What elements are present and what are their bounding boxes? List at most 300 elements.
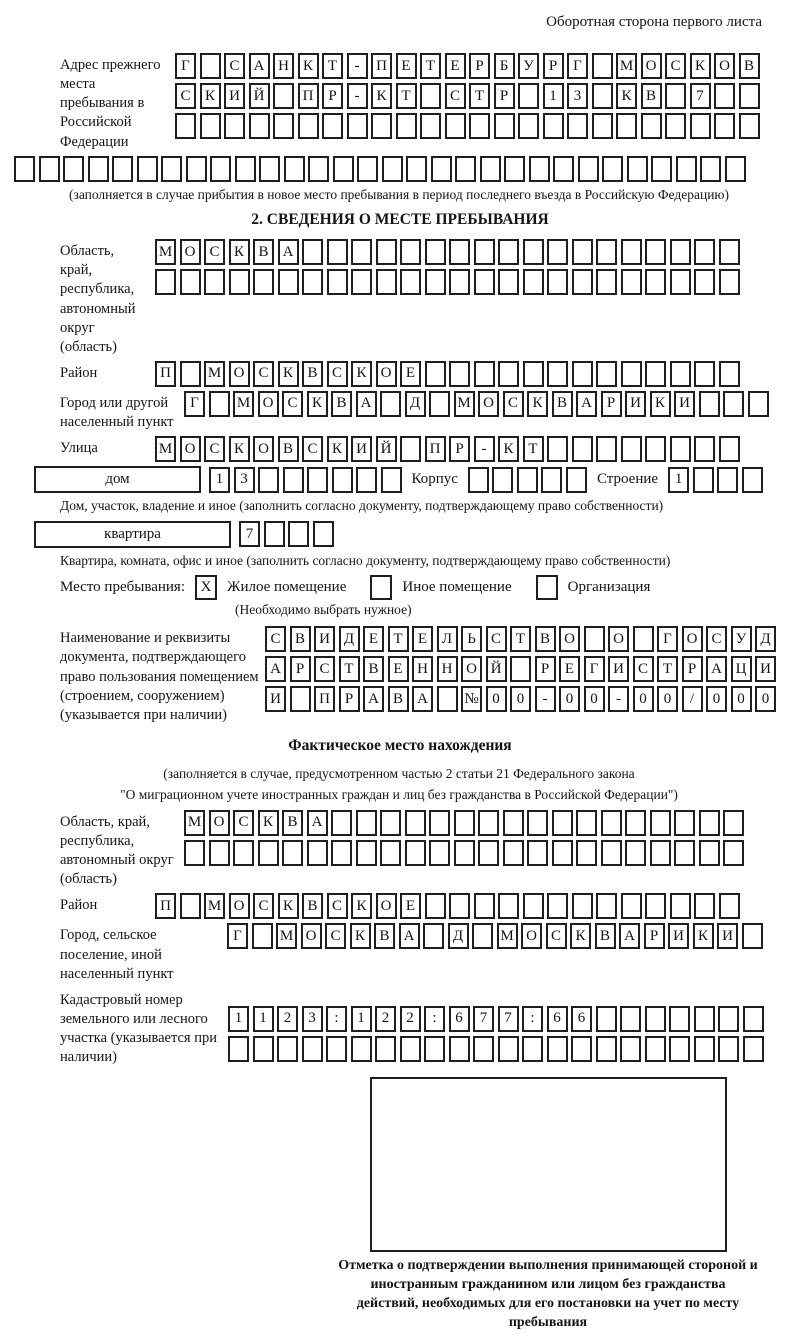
char-box[interactable]: К: [351, 893, 372, 919]
char-box[interactable]: -: [608, 686, 629, 712]
char-box[interactable]: [739, 113, 760, 139]
char-box[interactable]: [651, 156, 672, 182]
char-box[interactable]: П: [314, 686, 335, 712]
char-box[interactable]: [572, 893, 593, 919]
char-box[interactable]: [670, 361, 691, 387]
char-box[interactable]: Т: [388, 626, 409, 652]
char-box[interactable]: [228, 1036, 249, 1062]
char-box[interactable]: 0: [584, 686, 605, 712]
char-box[interactable]: [621, 361, 642, 387]
char-box[interactable]: [258, 467, 279, 493]
char-box[interactable]: И: [674, 391, 695, 417]
char-box[interactable]: П: [155, 893, 176, 919]
char-box[interactable]: А: [706, 656, 727, 682]
char-box[interactable]: О: [229, 361, 250, 387]
char-box[interactable]: [284, 156, 305, 182]
char-box[interactable]: В: [363, 656, 384, 682]
char-box[interactable]: /: [682, 686, 703, 712]
char-box[interactable]: Г: [584, 656, 605, 682]
char-box[interactable]: [273, 83, 294, 109]
char-box[interactable]: [396, 113, 417, 139]
char-box[interactable]: А: [249, 53, 270, 79]
char-box[interactable]: В: [302, 893, 323, 919]
char-box[interactable]: Д: [755, 626, 776, 652]
char-box[interactable]: Е: [400, 893, 421, 919]
char-box[interactable]: [474, 893, 495, 919]
char-box[interactable]: К: [200, 83, 221, 109]
char-box[interactable]: [473, 1036, 494, 1062]
char-box[interactable]: 0: [486, 686, 507, 712]
char-box[interactable]: [39, 156, 60, 182]
char-box[interactable]: С: [445, 83, 466, 109]
char-box[interactable]: [641, 113, 662, 139]
char-box[interactable]: [233, 840, 254, 866]
char-box[interactable]: [252, 923, 273, 949]
char-box[interactable]: 1: [253, 1006, 274, 1032]
char-box[interactable]: [700, 156, 721, 182]
char-box[interactable]: [694, 893, 715, 919]
char-box[interactable]: М: [184, 810, 205, 836]
char-box[interactable]: С: [314, 656, 335, 682]
char-box[interactable]: П: [425, 436, 446, 462]
char-box[interactable]: Е: [388, 656, 409, 682]
char-box[interactable]: [572, 269, 593, 295]
char-box[interactable]: [186, 156, 207, 182]
char-box[interactable]: [474, 269, 495, 295]
char-box[interactable]: [584, 626, 605, 652]
char-box[interactable]: [650, 840, 671, 866]
char-box[interactable]: [494, 113, 515, 139]
char-box[interactable]: Е: [363, 626, 384, 652]
char-box[interactable]: К: [616, 83, 637, 109]
char-box[interactable]: [405, 840, 426, 866]
char-box[interactable]: Т: [339, 656, 360, 682]
char-box[interactable]: [547, 269, 568, 295]
char-box[interactable]: [592, 83, 613, 109]
char-box[interactable]: 6: [449, 1006, 470, 1032]
char-box[interactable]: [333, 156, 354, 182]
char-box[interactable]: [693, 467, 714, 493]
char-box[interactable]: О: [461, 656, 482, 682]
char-box[interactable]: [621, 239, 642, 265]
char-box[interactable]: [620, 1036, 641, 1062]
char-box[interactable]: [235, 156, 256, 182]
char-box[interactable]: Н: [273, 53, 294, 79]
char-box[interactable]: [504, 156, 525, 182]
char-box[interactable]: И: [625, 391, 646, 417]
char-box[interactable]: [572, 436, 593, 462]
char-box[interactable]: О: [229, 893, 250, 919]
char-box[interactable]: С: [486, 626, 507, 652]
char-box[interactable]: С: [325, 923, 346, 949]
char-box[interactable]: Р: [469, 53, 490, 79]
char-box[interactable]: [351, 269, 372, 295]
char-box[interactable]: С: [204, 239, 225, 265]
char-box[interactable]: Т: [420, 53, 441, 79]
char-box[interactable]: [543, 113, 564, 139]
char-box[interactable]: [229, 269, 250, 295]
char-box[interactable]: 0: [657, 686, 678, 712]
char-box[interactable]: Е: [559, 656, 580, 682]
char-box[interactable]: [510, 656, 531, 682]
char-box[interactable]: [376, 239, 397, 265]
char-box[interactable]: [670, 893, 691, 919]
char-box[interactable]: [282, 840, 303, 866]
char-box[interactable]: 0: [510, 686, 531, 712]
char-box[interactable]: Р: [682, 656, 703, 682]
char-box[interactable]: [669, 1006, 690, 1032]
char-box[interactable]: [719, 436, 740, 462]
char-box[interactable]: Р: [644, 923, 665, 949]
char-box[interactable]: [625, 810, 646, 836]
char-box[interactable]: Й: [376, 436, 397, 462]
char-box[interactable]: [620, 1006, 641, 1032]
char-box[interactable]: [425, 893, 446, 919]
char-box[interactable]: Н: [437, 656, 458, 682]
char-box[interactable]: [449, 239, 470, 265]
char-box[interactable]: [596, 1006, 617, 1032]
char-box[interactable]: [400, 239, 421, 265]
char-box[interactable]: С: [665, 53, 686, 79]
char-box[interactable]: [480, 156, 501, 182]
char-box[interactable]: Й: [249, 83, 270, 109]
char-box[interactable]: К: [690, 53, 711, 79]
char-box[interactable]: Й: [486, 656, 507, 682]
char-box[interactable]: [527, 840, 548, 866]
char-box[interactable]: С: [546, 923, 567, 949]
char-box[interactable]: [356, 467, 377, 493]
char-box[interactable]: В: [535, 626, 556, 652]
char-box[interactable]: [331, 840, 352, 866]
char-box[interactable]: 2: [400, 1006, 421, 1032]
char-box[interactable]: [522, 1036, 543, 1062]
char-box[interactable]: [714, 83, 735, 109]
char-box[interactable]: К: [650, 391, 671, 417]
char-box[interactable]: [670, 239, 691, 265]
char-box[interactable]: [625, 840, 646, 866]
char-box[interactable]: [400, 436, 421, 462]
char-box[interactable]: 3: [302, 1006, 323, 1032]
char-box[interactable]: Е: [396, 53, 417, 79]
char-box[interactable]: [645, 269, 666, 295]
char-box[interactable]: С: [253, 361, 274, 387]
char-box[interactable]: -: [347, 53, 368, 79]
char-box[interactable]: [264, 521, 285, 547]
char-box[interactable]: [429, 391, 450, 417]
char-box[interactable]: [88, 156, 109, 182]
char-box[interactable]: А: [619, 923, 640, 949]
char-box[interactable]: М: [233, 391, 254, 417]
char-box[interactable]: [694, 361, 715, 387]
char-box[interactable]: [332, 467, 353, 493]
char-box[interactable]: М: [204, 893, 225, 919]
char-box[interactable]: К: [307, 391, 328, 417]
char-box[interactable]: [137, 156, 158, 182]
char-box[interactable]: [449, 269, 470, 295]
char-box[interactable]: [14, 156, 35, 182]
char-box[interactable]: [578, 156, 599, 182]
char-box[interactable]: В: [374, 923, 395, 949]
char-box[interactable]: [376, 269, 397, 295]
char-box[interactable]: [347, 113, 368, 139]
char-box[interactable]: 7: [498, 1006, 519, 1032]
char-box[interactable]: [723, 391, 744, 417]
char-box[interactable]: В: [552, 391, 573, 417]
char-box[interactable]: И: [717, 923, 738, 949]
char-box[interactable]: 1: [228, 1006, 249, 1032]
char-box[interactable]: М: [497, 923, 518, 949]
char-box[interactable]: [748, 391, 769, 417]
char-box[interactable]: [313, 521, 334, 547]
char-box[interactable]: О: [209, 810, 230, 836]
char-box[interactable]: [690, 113, 711, 139]
char-box[interactable]: 3: [567, 83, 588, 109]
char-box[interactable]: [468, 467, 489, 493]
char-box[interactable]: С: [282, 391, 303, 417]
char-box[interactable]: А: [412, 686, 433, 712]
char-box[interactable]: [307, 840, 328, 866]
char-box[interactable]: К: [278, 893, 299, 919]
char-box[interactable]: [743, 1036, 764, 1062]
char-box[interactable]: [322, 113, 343, 139]
char-box[interactable]: Е: [412, 626, 433, 652]
char-box[interactable]: 1: [351, 1006, 372, 1032]
char-box[interactable]: [621, 436, 642, 462]
char-box[interactable]: О: [641, 53, 662, 79]
char-box[interactable]: [518, 113, 539, 139]
char-box[interactable]: [596, 361, 617, 387]
char-box[interactable]: [596, 893, 617, 919]
char-box[interactable]: М: [155, 239, 176, 265]
char-box[interactable]: [200, 53, 221, 79]
char-box[interactable]: [382, 156, 403, 182]
char-box[interactable]: Г: [175, 53, 196, 79]
char-box[interactable]: О: [180, 239, 201, 265]
char-box[interactable]: Д: [448, 923, 469, 949]
char-box[interactable]: С: [265, 626, 286, 652]
char-box[interactable]: [718, 1036, 739, 1062]
char-box[interactable]: В: [641, 83, 662, 109]
char-box[interactable]: [253, 269, 274, 295]
char-box[interactable]: 1: [209, 467, 230, 493]
char-box[interactable]: [552, 810, 573, 836]
char-box[interactable]: [380, 391, 401, 417]
char-box[interactable]: Р: [494, 83, 515, 109]
char-box[interactable]: [645, 361, 666, 387]
char-box[interactable]: [596, 1036, 617, 1062]
char-box[interactable]: [670, 269, 691, 295]
char-box[interactable]: [290, 686, 311, 712]
char-box[interactable]: [601, 840, 622, 866]
char-box[interactable]: [694, 1006, 715, 1032]
char-box[interactable]: [425, 239, 446, 265]
char-box[interactable]: Т: [469, 83, 490, 109]
char-box[interactable]: [474, 239, 495, 265]
char-box[interactable]: 1: [668, 467, 689, 493]
char-box[interactable]: [694, 436, 715, 462]
char-box[interactable]: [616, 113, 637, 139]
char-box[interactable]: М: [454, 391, 475, 417]
char-box[interactable]: 0: [731, 686, 752, 712]
char-box[interactable]: К: [527, 391, 548, 417]
char-box[interactable]: :: [424, 1006, 445, 1032]
char-box[interactable]: [694, 269, 715, 295]
char-box[interactable]: [541, 467, 562, 493]
char-box[interactable]: [331, 810, 352, 836]
char-box[interactable]: [571, 1036, 592, 1062]
char-box[interactable]: [357, 156, 378, 182]
char-box[interactable]: [175, 113, 196, 139]
char-box[interactable]: [326, 1036, 347, 1062]
char-box[interactable]: П: [371, 53, 392, 79]
char-box[interactable]: Т: [657, 656, 678, 682]
char-box[interactable]: [308, 156, 329, 182]
char-box[interactable]: Р: [290, 656, 311, 682]
char-box[interactable]: [356, 840, 377, 866]
char-box[interactable]: [351, 1036, 372, 1062]
char-box[interactable]: [699, 810, 720, 836]
char-box[interactable]: [645, 239, 666, 265]
char-box[interactable]: [596, 239, 617, 265]
char-box[interactable]: [566, 467, 587, 493]
char-box[interactable]: 3: [234, 467, 255, 493]
char-box[interactable]: [425, 361, 446, 387]
char-box[interactable]: 7: [473, 1006, 494, 1032]
char-box[interactable]: К: [351, 361, 372, 387]
char-box[interactable]: [180, 361, 201, 387]
char-box[interactable]: [503, 840, 524, 866]
char-box[interactable]: Т: [523, 436, 544, 462]
char-box[interactable]: И: [668, 923, 689, 949]
char-box[interactable]: О: [521, 923, 542, 949]
char-box[interactable]: [739, 83, 760, 109]
char-box[interactable]: С: [302, 436, 323, 462]
char-box[interactable]: [596, 269, 617, 295]
char-box[interactable]: В: [290, 626, 311, 652]
char-box[interactable]: [302, 269, 323, 295]
char-box[interactable]: [547, 361, 568, 387]
char-box[interactable]: 7: [239, 521, 260, 547]
char-box[interactable]: [523, 239, 544, 265]
char-box[interactable]: -: [474, 436, 495, 462]
char-box[interactable]: [572, 239, 593, 265]
char-box[interactable]: [371, 113, 392, 139]
char-box[interactable]: [423, 923, 444, 949]
char-box[interactable]: [454, 840, 475, 866]
char-box[interactable]: А: [278, 239, 299, 265]
char-box[interactable]: [529, 156, 550, 182]
char-box[interactable]: [517, 467, 538, 493]
char-box[interactable]: [249, 113, 270, 139]
char-box[interactable]: [449, 361, 470, 387]
char-box[interactable]: [717, 467, 738, 493]
char-box[interactable]: [719, 239, 740, 265]
char-box[interactable]: Б: [494, 53, 515, 79]
char-box[interactable]: [449, 1036, 470, 1062]
char-box[interactable]: 0: [755, 686, 776, 712]
char-box[interactable]: [380, 810, 401, 836]
char-box[interactable]: [699, 840, 720, 866]
char-box[interactable]: Р: [543, 53, 564, 79]
char-box[interactable]: [645, 436, 666, 462]
char-box[interactable]: [723, 840, 744, 866]
char-box[interactable]: Л: [437, 626, 458, 652]
char-box[interactable]: Е: [400, 361, 421, 387]
char-box[interactable]: [449, 893, 470, 919]
char-box[interactable]: [645, 893, 666, 919]
char-box[interactable]: О: [301, 923, 322, 949]
char-box[interactable]: [498, 239, 519, 265]
char-box[interactable]: [567, 113, 588, 139]
char-box[interactable]: [670, 436, 691, 462]
char-box[interactable]: [498, 269, 519, 295]
char-box[interactable]: [645, 1036, 666, 1062]
char-box[interactable]: [601, 810, 622, 836]
char-box[interactable]: К: [371, 83, 392, 109]
char-box[interactable]: 7: [690, 83, 711, 109]
char-box[interactable]: :: [522, 1006, 543, 1032]
char-box[interactable]: [498, 893, 519, 919]
char-box[interactable]: [258, 840, 279, 866]
stay-option-other-checkbox[interactable]: [370, 575, 392, 600]
stay-option-residential-checkbox[interactable]: X: [195, 575, 217, 600]
char-box[interactable]: [161, 156, 182, 182]
char-box[interactable]: [592, 113, 613, 139]
char-box[interactable]: [298, 113, 319, 139]
char-box[interactable]: [602, 156, 623, 182]
char-box[interactable]: [454, 810, 475, 836]
char-box[interactable]: [224, 113, 245, 139]
char-box[interactable]: М: [204, 361, 225, 387]
char-box[interactable]: [200, 113, 221, 139]
char-box[interactable]: [553, 156, 574, 182]
char-box[interactable]: [429, 810, 450, 836]
char-box[interactable]: К: [229, 436, 250, 462]
char-box[interactable]: [112, 156, 133, 182]
char-box[interactable]: [699, 391, 720, 417]
char-box[interactable]: С: [204, 436, 225, 462]
char-box[interactable]: В: [278, 436, 299, 462]
char-box[interactable]: Р: [601, 391, 622, 417]
char-box[interactable]: Р: [449, 436, 470, 462]
char-box[interactable]: [405, 810, 426, 836]
char-box[interactable]: Г: [567, 53, 588, 79]
char-box[interactable]: [523, 361, 544, 387]
char-box[interactable]: В: [282, 810, 303, 836]
char-box[interactable]: [431, 156, 452, 182]
char-box[interactable]: [429, 840, 450, 866]
char-box[interactable]: Е: [445, 53, 466, 79]
char-box[interactable]: [406, 156, 427, 182]
char-box[interactable]: [253, 1036, 274, 1062]
char-box[interactable]: [437, 686, 458, 712]
char-box[interactable]: М: [155, 436, 176, 462]
char-box[interactable]: [472, 923, 493, 949]
char-box[interactable]: №: [461, 686, 482, 712]
char-box[interactable]: [420, 83, 441, 109]
char-box[interactable]: Р: [339, 686, 360, 712]
char-box[interactable]: К: [570, 923, 591, 949]
char-box[interactable]: [633, 626, 654, 652]
char-box[interactable]: Ь: [461, 626, 482, 652]
char-box[interactable]: Т: [510, 626, 531, 652]
char-box[interactable]: [719, 893, 740, 919]
char-box[interactable]: А: [265, 656, 286, 682]
char-box[interactable]: [380, 840, 401, 866]
char-box[interactable]: [209, 391, 230, 417]
char-box[interactable]: К: [327, 436, 348, 462]
char-box[interactable]: С: [327, 361, 348, 387]
